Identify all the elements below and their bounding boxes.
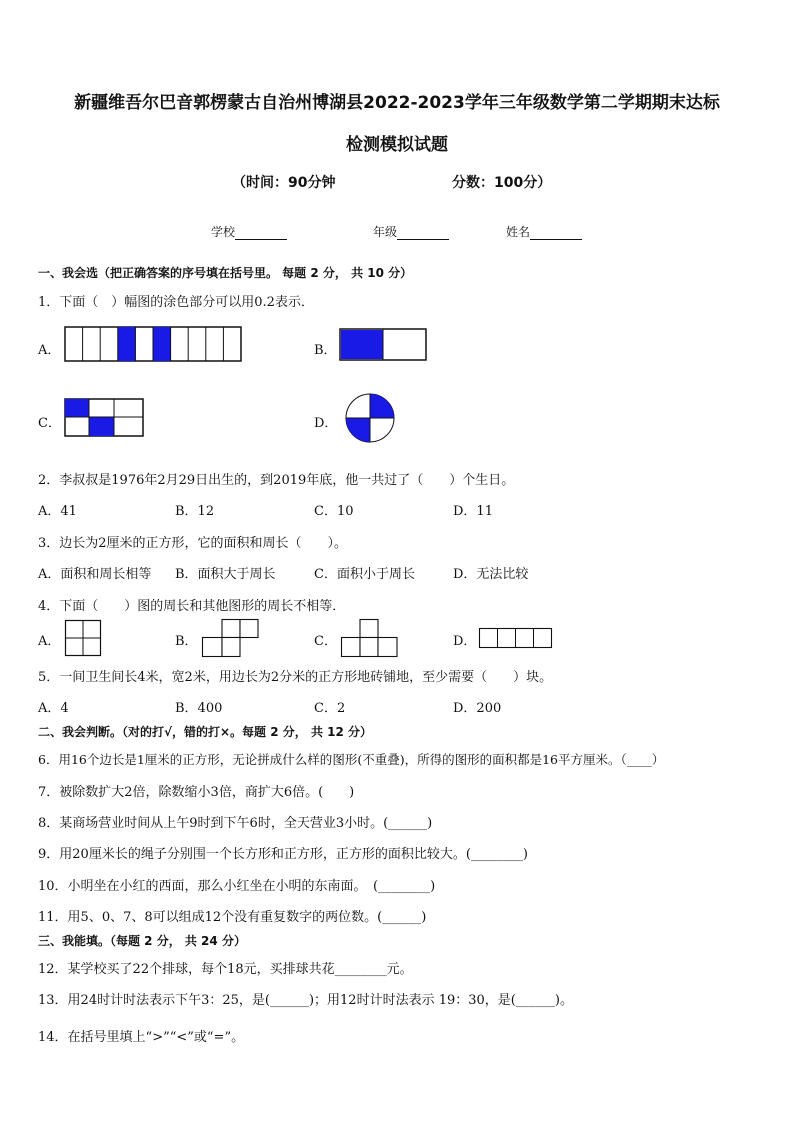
q3-option-a: A．面积和周长相等 [38,567,152,582]
q3-option-c: C．面积小于周长 [314,567,415,582]
exam-score: 分数：100分） [452,175,552,191]
q4-figure-c [341,619,399,659]
question-1: 1．下面（ ）幅图的涂色部分可以用0.2表示． [38,295,314,310]
q2-option-c: C．10 [314,504,354,519]
exam-title-line2: 检测模拟试题 [346,135,448,155]
q1-figure-d [345,391,397,447]
q4-label-b: B． [175,634,198,649]
q2-option-a: A．41 [38,504,77,519]
question-8: 8．某商场营业时间从上午9时到下午6时，全天营业3小时。(______) [38,816,433,831]
q4-label-c: C． [314,634,337,649]
q4-figure-b [202,619,260,659]
q5-option-a: A．4 [38,701,69,716]
school-label: 学校 [211,225,236,239]
question-11: 11．用5、0、7、8可以组成12个没有重复数字的两位数。(______) [38,910,427,925]
grade-label: 年级 [373,225,398,239]
q4-figure-a [65,620,103,658]
q3-option-d: D．无法比较 [453,567,529,582]
question-2: 2．李叔叔是1976年2月29日出生的，到2019年底，他一共过了（ ）个生日。 [38,473,515,488]
school-blank[interactable] [235,227,287,240]
question-9: 9．用20厘米长的绳子分别围一个长方形和正方形，正方形的面积比较大。(________) [38,847,528,862]
question-3: 3．边长为2厘米的正方形，它的面积和周长（ ）。 [38,536,348,551]
q1-label-b: B． [314,343,337,358]
q1-figure-b [340,329,428,362]
q4-label-d: D． [453,634,477,649]
q1-label-a: A． [38,343,61,358]
name-blank[interactable] [530,227,582,240]
school-field[interactable] [211,223,287,240]
q2-option-b: B．12 [175,504,215,519]
exam-title-line1: 新疆维吾尔巴音郭楞蒙古自治州博湖县2022-2023学年三年级数学第二学期期末达标 [74,93,720,113]
q1-figure-a [65,327,243,363]
question-10: 10．小明坐在小红的西面，那么小红坐在小明的东南面。 (________) [38,879,436,894]
q5-option-d: D．200 [453,701,502,716]
grade-blank[interactable] [397,227,449,240]
q5-option-c: C．2 [314,701,346,716]
grade-field[interactable] [373,223,449,240]
q5-option-b: B．400 [175,701,223,716]
question-7: 7．被除数扩大2倍，除数缩小3倍，商扩大6倍。( ) [38,785,355,800]
name-label: 姓名 [506,225,531,239]
question-12: 12．某学校买了22个排球，每个18元，买排球共花________元。 [38,962,413,977]
q4-figure-d [479,628,553,650]
q1-label-c: C． [38,416,61,431]
question-13: 13．用24时计时法表示下午3：25，是(______)；用12时计时法表示 19：30，是(______)。 [38,993,573,1008]
question-4: 4．下面（ ）图的周长和其他图形的周长不相等． [38,599,346,614]
question-5: 5．一间卫生间长4米，宽2米，用边长为2分米的正方形地砖铺地，至少需要（ ）块。 [38,670,553,685]
question-14: 14．在括号里填上“>”“<”或“=”。 [38,1030,245,1045]
exam-time: （时间：90分钟 [232,175,336,191]
question-6: 6．用16个边长是1厘米的正方形，无论拼成什么样的图形(不重叠)，所得的图形的面积都是16平方厘米。（____） [38,752,665,767]
q1-label-d: D． [314,416,338,431]
section1-heading: 一、我会选（把正确答案的序号填在括号里。 每题 2 分， 共 10 分） [38,266,413,280]
q1-figure-c [65,399,145,438]
section2-heading: 二、我会判断。（对的打√，错的打×。每题 2 分， 共 12 分） [38,725,372,739]
q4-label-a: A． [38,634,61,649]
section3-heading: 三、我能填。（每题 2 分， 共 24 分） [38,934,246,948]
q3-option-b: B．面积大于周长 [175,567,276,582]
name-field[interactable] [506,223,582,240]
q2-option-d: D．11 [453,504,493,519]
